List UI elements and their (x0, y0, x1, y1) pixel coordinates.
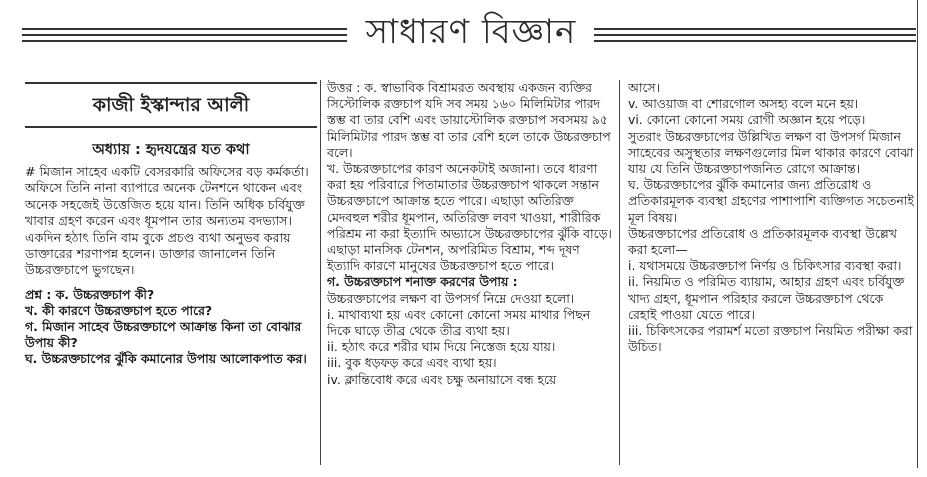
symptom-item: ii. হঠাৎ করে শরীর ঘাম দিয়ে নিস্তেজ হয়ে যায়। (327, 339, 556, 355)
symptom-item: iv. ক্লান্তিবোধ করে এবং চক্ষু অনায়াসে বন্ধ হয়ে (327, 371, 557, 387)
answer-c-intro: উচ্চরক্তচাপের লক্ষণ বা উপসর্গ নিম্নে দেওয়া হলো। (327, 290, 575, 306)
symptom-item: v. আওয়াজ বা শোরগোল অসহ্য বলে মনে হয়। (628, 96, 859, 112)
answer-c-conclusion: সুতরাং উচ্চরক্তচাপের উল্লিখিত লক্ষণ বা উপসর্গ মিজান সাহেবের অসুস্থতার লক্ষণগুলোর মিল থাকার কারণে বোঝা যায় যে তিনি উচ্চরক্তচাপজনিত রোগে আক্রান্ত। (628, 128, 914, 177)
symptom-continuation: আসে। (628, 80, 661, 95)
question-a: প্রশ্ন : ক. উচ্চরক্তচাপ কী? (25, 286, 155, 302)
question-d: ঘ. উচ্চরক্তচাপের ঝুঁকি কমানোর উপায় আলোকপাত কর। (25, 350, 307, 366)
prevention-item: ii. নিয়মিত ও পরিমিত ব্যায়াম, আহার গ্রহণ এবং চর্বিযুক্ত খাদ্য গ্রহণ, ধূমপান পরিহার করলে উচ্চরক্তচাপ থেকে রেহাই পাওয়া যেতে পারে। (628, 274, 905, 322)
question-c: গ. মিজান সাহেব উচ্চরক্তচাপে আক্রান্ত কিনা তা বোঝার উপায় কী? (25, 318, 302, 350)
case-study-text: # মিজান সাহেব একটি বেসরকারি অফিসের বড় কর্মকর্তা। অফিসে তিনি নানা ব্যাপারে অনেক টেনশনে থাকেন এবং অনেক সহজেই উত্তেজিত হয়ে যান। তিনি অধিক চর্বিযুক্ত খাবার গ্রহণ করেন এবং ধূমপান তার অন্যতম বদভ্যাস। একদিন হঠাৎ তিনি বাম বুকে প্রচণ্ড ব্যথা অনুভব করায় ডাক্তারের শরণাপন্ন হলেন। ডাক্তার জানালেন তিনি উচ্চরক্তচাপে ভুগছেন। (25, 164, 309, 278)
answer-d: ঘ. উচ্চরক্তচাপের ঝুঁকি কমানোর জন্য প্রতিরোধ ও প্রতিকারমূলক ব্যবস্থা গ্রহণের পাশাপাশি ব্যক্তিগত সচেতনাই মূল বিষয়। (628, 177, 914, 225)
question-b: খ. কী কারণে উচ্চরক্তচাপ হতে পারে? (25, 302, 213, 318)
answer-b: খ. উচ্চরক্তচাপের কারণ অনেকটাই অজানা। তবে ধারণা করা হয় পরিবারে পিতামাতার উচ্চরক্তচাপ থাকলে সন্তান উচ্চরক্তচাপে আক্রান্ত হতে পারে। এছাড়া অতিরিক্ত মেদবহুল শরীর ধূমপান, অতিরিক্ত লবণ খাওয়া, শারীরিক পরিশ্রম না করা ইত্যাদি অভ্যাসে উচ্চরক্তচাপের ঝুঁকি বাড়ে। এছাড়া মানসিক টেনশন, অপরিমিত বিশ্রাম, শব্দ দূষণ ইত্যাদি কারণে মানুষের উচ্চরক্তচাপ হতে পারে। (327, 161, 612, 274)
masthead-rule-left (22, 28, 347, 46)
prevention-intro: উচ্চরক্তচাপের প্রতিরোধ ও প্রতিকারমূলক ব্যবস্থা উল্লেখ করা হলো— (628, 225, 897, 258)
column-1 (25, 82, 317, 367)
column-divider-1 (320, 80, 321, 465)
answer-a: উত্তর : ক. স্বাভাবিক বিশ্রামরত অবস্থায় একজন ব্যক্তির সিস্টোলিক রক্তচাপ যদি সব সময় ১৬০ মিলিমিটার পারদ স্তম্ভ বা তার বেশি এবং ডায়াস্টোলিক রক্তচাপ সবসময় ৯৫ মিলিমিটার পারদ স্তম্ভ বা তার বেশি হলে তাকে উচ্চরক্তচাপ বলে। (327, 80, 611, 160)
prevention-item: i. যথাসময়ে উচ্চরক্তচাপ নির্ণয় ও চিকিৎসার ব্যবস্থা করা। (628, 258, 902, 274)
prevention-item: iii. চিকিৎসকের পরামর্শ মতো রক্তচাপ নিয়মিত পরীক্ষা করা উচিত। (628, 323, 913, 355)
column-divider-2 (619, 80, 620, 465)
right-border-line (917, 0, 918, 468)
symptom-item: vi. কোনো কোনো সময় রোগী অজ্ঞান হয়ে পড়ে। (628, 112, 866, 128)
answer-c-subheading: গ. উচ্চরক্তচাপ শনাক্ত করণের উপায় : (327, 274, 518, 290)
column-3 (628, 80, 915, 355)
symptom-item: i. মাথাব্যথা হয় এবং কোনো কোনো সময় মাথার পিছন দিকে ঘাড়ে তীব্র থেকে তীব্র ব্যথা হয়। (327, 306, 591, 339)
masthead (0, 0, 927, 68)
symptom-item: iii. বুক ধড়ফড় করে এবং ব্যথা হয়। (327, 355, 497, 371)
section-title: সাধারণ বিজ্ঞান (365, 12, 577, 52)
author-byline: কাজী ইস্কান্দার আলী (92, 94, 250, 116)
masthead-rule-right (594, 28, 916, 46)
column-2 (327, 80, 613, 388)
byline-bottom-rule (25, 126, 317, 128)
chapter-heading: অধ্যায় : হৃদযন্ত্রের যত কথা (92, 142, 250, 158)
